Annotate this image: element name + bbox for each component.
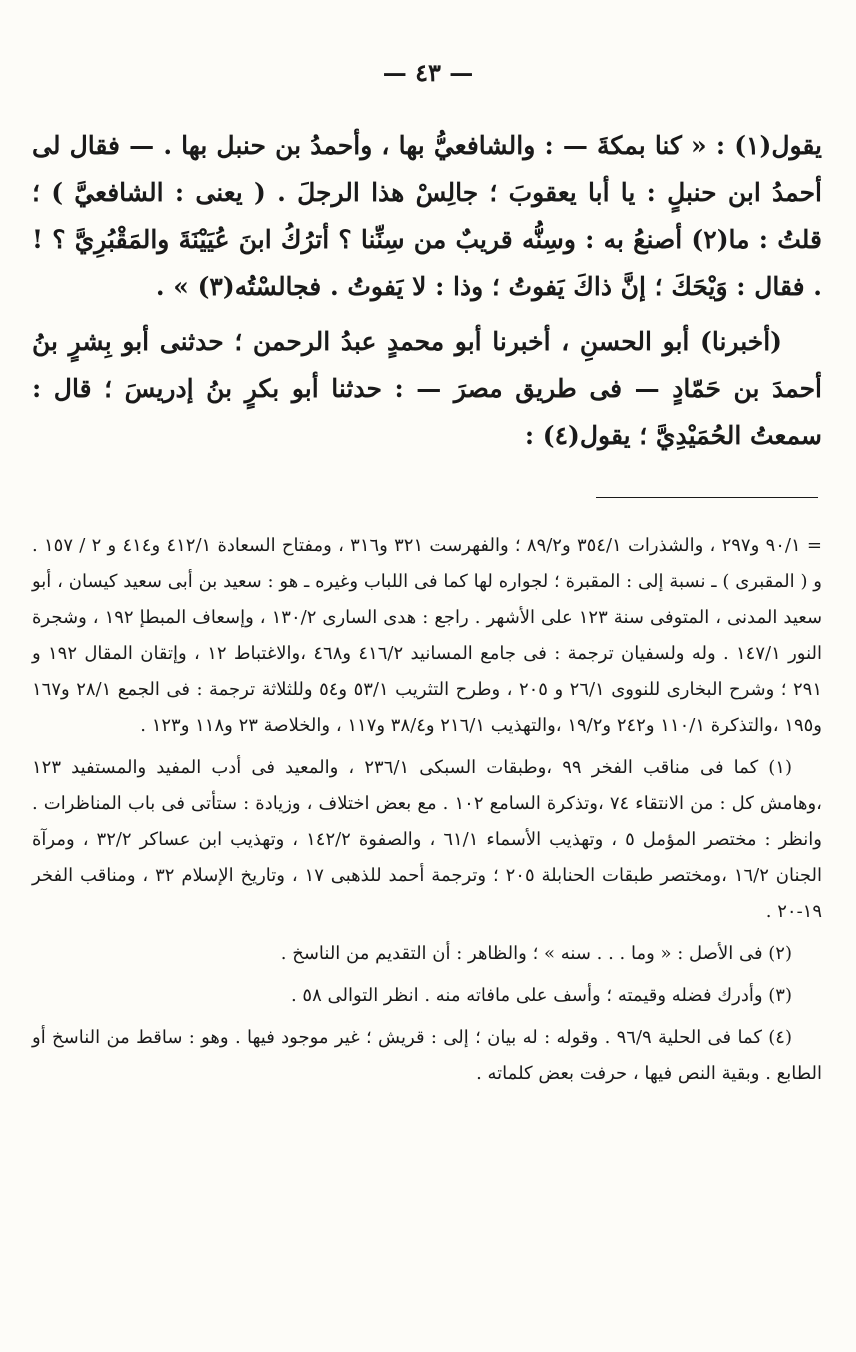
footnote-divider <box>596 497 818 498</box>
footnote-3: (٣) وأدرك فضله وقيمته ؛ وأسف على مافاته منه . انظر التوالى ٥٨ . <box>290 985 792 1006</box>
main-paragraph-1: يقول(١) : « كنا بمكةَ — : والشافعيُّ بها ، وأحمدُ بن حنبل بها . — فقال لى أحمدُ ابن حنبلٍ : يا أبا يعقوبَ ؛ جالِسْ هذا الرجلَ . ( يعنى : الشافعيَّ ) ؛ قلتُ : ما(٢) أصنعُ به : وسِنُّه قريبٌ من سِنِّنا ؟ أترُكُ ابنَ عُيَيْنَةَ والمَقْبُرِيَّ ؟ ! . فقال : وَيْحَكَ ؛ إنَّ ذاكَ يَفوتُ ؛ وذا : لا يَفوتُ . فجالسْتُه(٣) » . <box>32 131 822 301</box>
footnote-1: (١) كما فى مناقب الفخر ٩٩ ،وطبقات السبكى ٢٣٦/١ ، والمعيد فى أدب المفيد والمستفيد ١٢٣ ،وهامش كل : من الانتقاء ٧٤ ،وتذكرة السامع ١٠٢ . مع بعض اختلاف ، وزيادة : ستأتى فى باب المناظرات . وانظر : مختصر المؤمل ٥ ، وتهذيب الأسماء ٦١/١ ، والصفوة ١٤٢/٢ ، وتهذيب ابن عساكر ٣٢/٢ ، ومرآة الجنان ١٦/٢ ،ومختصر طبقات الحنابلة ٢٠٥ ؛ وترجمة أحمد للذهبى ١٧ ، وتاريخ الإسلام ٣٢ ، ومناقب الفخر ١٩-٢٠ . <box>32 757 823 922</box>
main-text <box>32 122 822 467</box>
main-paragraph-2: (أخبرنا) أبو الحسنِ ، أخبرنا أبو محمدٍ عبدُ الرحمن ؛ حدثنى أبو بِشرٍ بنُ أحمدَ بن حَمّادٍ — فى طريق مصرَ — : حدثنا أبو بكرٍ بنُ إدريسَ ؛ قال : سمعتُ الحُمَيْدِيَّ ؛ يقول(٤) : <box>32 327 822 450</box>
footnotes <box>32 528 822 1098</box>
footnote-2: (٢) فى الأصل : « وما . . . سنه » ؛ والظاهر : أن التقديم من الناسخ . <box>280 943 792 964</box>
page-number: — ٤٣ — <box>382 58 474 87</box>
footnote-continued: = ٩٠/١ و٢٩٧ ، والشذرات ٣٥٤/١ و٨٩/٢ ؛ والفهرست ٣٢١ و٣١٦ ، ومفتاح السعادة ٤١٢/١ و٤١٤ و ٢ / ١٥٧ . و ( المقبرى ) ـ نسبة إلى : المقبرة ؛ لجواره لها كما فى اللباب وغيره ـ هو : سعيد بن أبى سعيد كيسان ، أبو سعيد المدنى ، المتوفى سنة ١٢٣ على الأشهر . راجع : هدى السارى ١٣٠/٢ ، وإسعاف المبطإ ١٩٢ ، وشجرة النور ١٤٧/١ . وله ولسفيان ترجمة : فى جامع المسانيد ٤١٦/٢ و٤٦٨ ،والاغتباط ١٢ ، وإتقان المقال ١٩٢ و ٢٩١ ؛ وشرح البخارى للنووى ٢٦/١ و ٢٠٥ ، وطرح التثريب ٥٣/١ و٥٤ وللثلاثة ترجمة : فى الجمع ٢٨/١ و١٦٧ و١٩٥ ،والتذكرة ١١٠/١ و٢٤٢ و١٩/٢ ،والتهذيب ٢١٦/١ و٣٨/٤ و١١٧ ، والخلاصة ٢٣ و١١٨ و١٢٣ . <box>32 535 823 736</box>
footnote-4: (٤) كما فى الحلية ٩٦/٩ . وقوله : له بيان ؛ إلى : قريش ؛ غير موجود فيها . وهو : ساقط من الناسخ أو الطابع . وبقية النص فيها ، حرفت بعض كلماته . <box>32 1027 822 1084</box>
